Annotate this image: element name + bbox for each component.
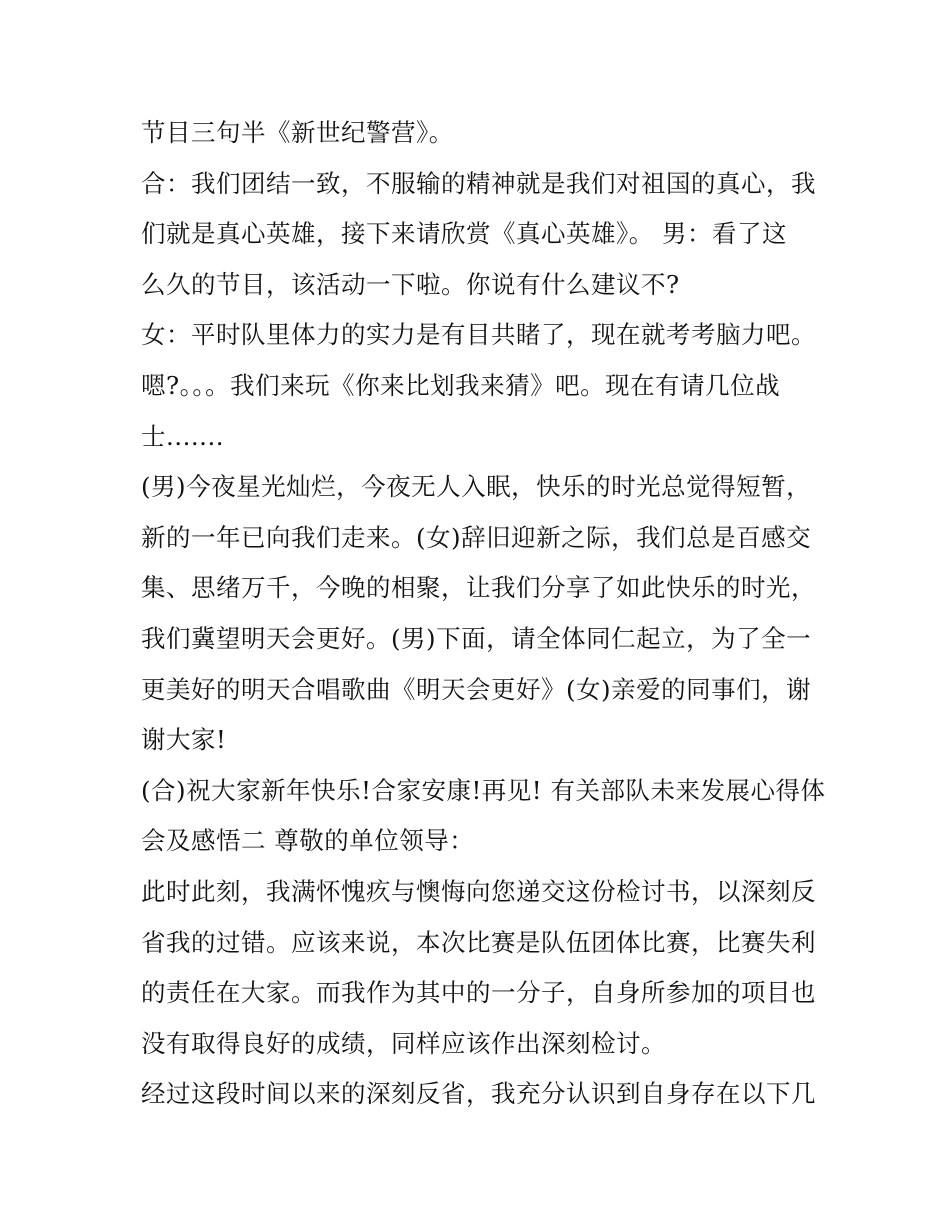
text-line: 合：我们团结一致，不服输的精神就是我们对祖国的真心，我 [141,168,816,198]
text-line: 女：平时队里体力的实力是有目共睹了，现在就考考脑力吧。 [141,320,816,350]
body-text [141,108,826,1120]
text-line: 新的一年已向我们走来。(女)辞旧迎新之际，我们总是百感交 [141,522,812,552]
text-line: 们就是真心英雄，接下来请欣赏《真心英雄》。 男：看了这 [141,219,788,249]
text-line: 此时此刻，我满怀愧疚与懊悔向您递交这份检讨书，以深刻反 [141,876,816,906]
text-line: 的责任在大家。而我作为其中的一分子，自身所参加的项目也 [141,978,816,1008]
text-line: 经过这段时间以来的深刻反省，我充分认识到自身存在以下几 [141,1079,816,1109]
text-line: 省我的过错。应该来说，本次比赛是队伍团体比赛，比赛失利 [141,927,816,957]
text-line: 会及感悟二 尊敬的单位领导： [141,826,475,856]
text-line: 节目三句半《新世纪警营》。 [141,118,454,147]
text-line: (合)祝大家新年快乐!合家安康!再见! 有关部队未来发展心得体 [141,775,826,805]
text-line: 么久的节目，该活动一下啦。你说有什么建议不? [141,269,680,299]
text-line: 士....... [141,421,225,451]
text-line: 没有取得良好的成绩，同样应该作出深刻检讨。 [141,1028,666,1058]
text-line: 我们冀望明天会更好。(男)下面，请全体同仁起立，为了全一 [141,623,812,653]
text-line: 集、思绪万千，今晚的相聚，让我们分享了如此快乐的时光， [141,573,816,603]
text-line: 更美好的明天合唱歌曲《明天会更好》(女)亲爱的同事们，谢 [141,674,812,704]
text-line: 嗯?。。。我们来玩《你来比划我来猜》吧。现在有请几位战 [141,370,781,400]
text-line: 谢大家! [141,725,227,755]
text-line: (男)今夜星光灿烂，今夜无人入眠，快乐的时光总觉得短暂， [141,472,812,502]
